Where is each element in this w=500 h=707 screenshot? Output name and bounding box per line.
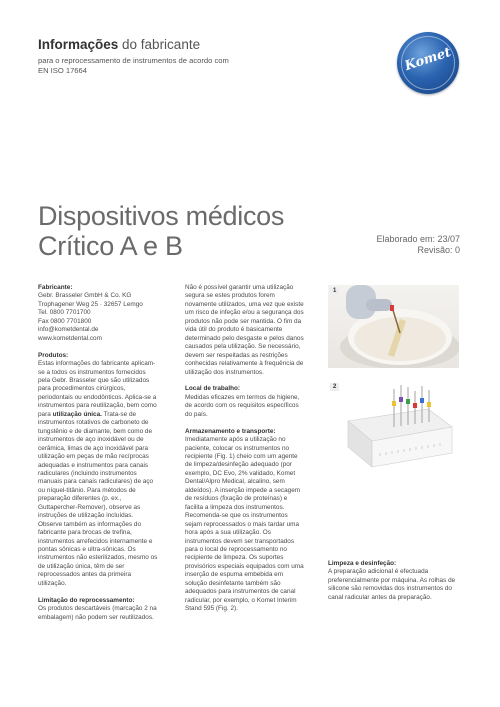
intro-text: Não é possível garantir uma utilização segura se estes produtos forem novamente utilizados, uma vez que existe um risco de infeção e/ou a segurança dos produtos não pode ser mantida. O fim da vida útil do produto é basicamente determinado pelo desgaste e pelos danos causados pela utilização. Se necessário, devem ser respeitadas as restrições conhecidas relativamente à frequência de utilização dos instrumentos. [185, 284, 304, 376]
interim-stand-illustration [328, 381, 459, 473]
limpeza-heading: Limpeza e desinfeção: [328, 560, 397, 567]
doc-title-line1: Dispositivos médicos [38, 201, 285, 231]
fabricante-heading: Fabricante: [38, 284, 73, 291]
komet-logo [397, 32, 459, 94]
produtos-heading: Produtos: [38, 351, 69, 359]
header-title-rest: do fabricante [118, 37, 201, 52]
header-title [38, 37, 200, 52]
header-subtitle-line1: para o reprocessamento de instrumentos de acordo com [38, 56, 229, 65]
header-title-bold: Informações [38, 37, 119, 52]
fabricante-email: info@kometdental.de [38, 326, 99, 334]
container-with-instrument-illustration [328, 285, 459, 368]
figure-1-label: 1 [330, 287, 339, 295]
doc-title-line2: Crítico A e B [38, 231, 183, 261]
fabricante-line: Tel. 0800 7701700 [38, 309, 91, 317]
figure-1-cleaning-container [328, 285, 459, 368]
elaborado-date: Elaborado em: 23/07 [376, 234, 460, 244]
local-text: Medidas eficazes em termos de higiene, de acordo com os requisitos específicos do país. [185, 393, 300, 418]
armazenamento-heading: Armazenamento e transporte: [185, 427, 276, 435]
limitacao-heading: Limitação do reprocessamento: [38, 596, 135, 604]
figure-2-interim-stand [328, 381, 459, 473]
header-subtitle-line2: EN ISO 17664 [38, 66, 87, 75]
header-subtitle [38, 56, 298, 76]
fabricante-line: Gebr. Brasseler GmbH & Co. KG [38, 292, 132, 300]
limpeza-text: A preparação adicional é efectuada preferencialmente por máquina. As rolhas de silicone são removidas dos instrumentos do canal radicular antes da preparação. [328, 568, 456, 601]
produtos-text-a: Estas informações do fabricante aplicam-se a todos os instrumentos fornecidos pela Gebr. Brasseler que são utilizados para procedimentos cirúrgicos, periodontais ou endodônticos. Aplica-se a instrumentos para reutilização, bem como para [38, 360, 157, 418]
produtos-bold: utilização única. [52, 410, 102, 418]
logo-text: Komet [402, 44, 454, 75]
column-3 [328, 560, 460, 602]
column-1 [38, 284, 158, 622]
fabricante-line: Trophagener Weg 25 · 32657 Lemgo [38, 300, 143, 308]
fabricante-line: Fax 0800 7701800 [38, 317, 92, 325]
figure-2-label: 2 [330, 383, 339, 391]
produtos-text [38, 360, 158, 588]
produtos-text-b: Trata-se de instrumentos rotativos de carboneto de tungstênio e de diamante, bem como de instrumentos de aço inoxidável ou de cerâmica, limas de aço inoxidável para utilização em peças de mão recíprocas adequadas e instrumentos para canais radiculares (incluindo instrumentos manuais para canais radiculares) de aço ou níquel-titânio. Para métodos de preparação diferentes (p. ex., Guttapercher-Remover), observe as instruções de utilização incluídas. Observe também as informações do fabricante para brocas de trefina, instrumentos arrefecidos internamente e pontas sônicas e ultra-sônicas. Os instrumentos não esterilizados, mesmo os de utilização única, têm de ser reprocessados antes da primeira utilização. [38, 410, 158, 587]
fabricante-website: www.kometdental.com [38, 334, 102, 342]
column-2 [185, 284, 306, 614]
local-heading: Local de trabalho: [185, 385, 241, 393]
revisao-number: Revisão: 0 [417, 245, 460, 255]
armazenamento-text: Imediatamente após a utilização no paciente, colocar os instrumentos no recipiente (Fig. 1) cheio com um agente de limpeza/desinfeção adequado (por exemplo, DC Evo, 2% validado, Komet Dental/Alpro Medical, alcalino, sem aldeídos). A inserção impede a secagem de resíduos (fixação de proteínas) e facilita a limpeza dos instrumentos. Recomenda-se que os instrumentos sejam reprocessados o mais tardar uma hora após a sua utilização. Os instrumentos devem ser transportados para o local de reprocessamento no recipiente de limpeza. Os suportes provisórios especiais equipados com uma inserção de espuma embebida em solução desinfetante também são adequados para instrumentos de canal radicular, por exemplo, o Komet Interim Stand 595 (Fig. 2). [185, 436, 304, 613]
limitacao-text: Os produtos descartáveis (marcação 2 na embalagem) não podem ser reutilizados. [38, 605, 157, 621]
